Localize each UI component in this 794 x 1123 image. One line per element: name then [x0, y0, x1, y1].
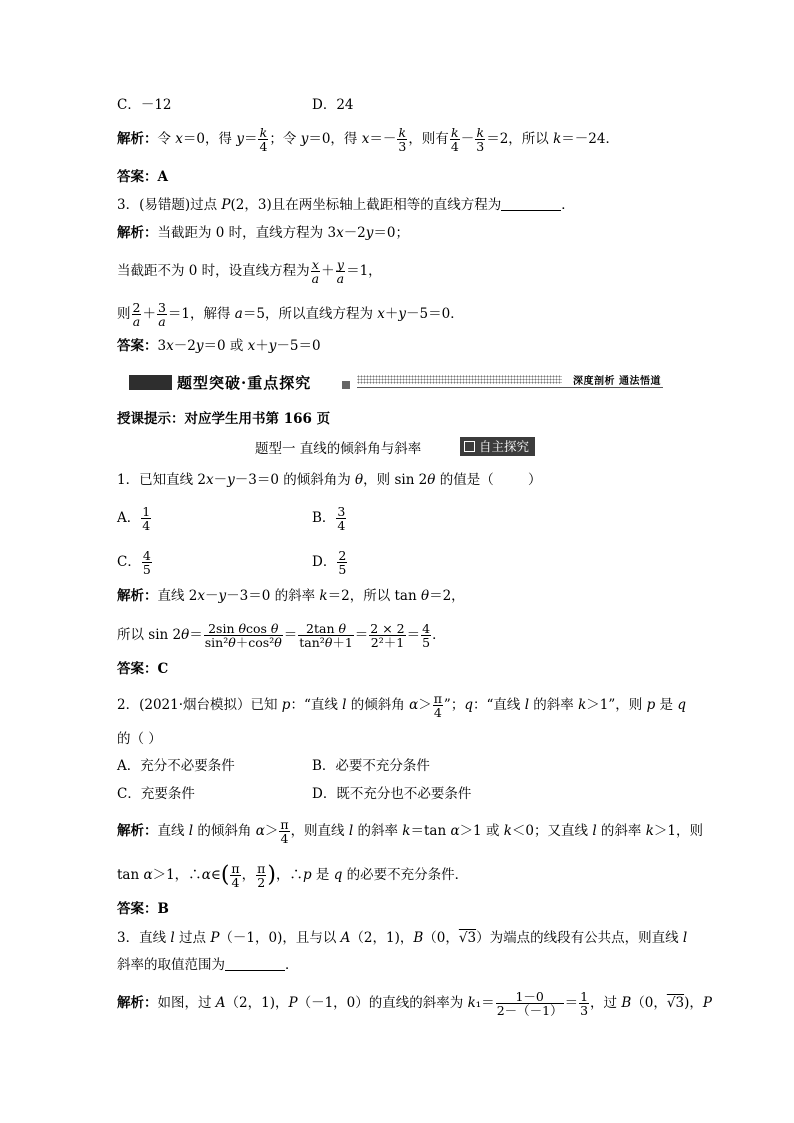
option-c-prev: C．－12	[117, 97, 172, 113]
solution-2-line1: 解析：直线 l 的倾斜角 α＞ $\frac{\pi}{4}$ ，则直线 l 的斜率 k＝tan α＞1 或 k＜0；又直线 l 的斜率 k＞1，则	[117, 817, 704, 846]
solution-3a-line1: 解析：当截距为 0 时，直线方程为 3x－2y＝0；	[117, 225, 410, 241]
question-3-line2: 斜率的取值范围为 ．	[117, 957, 299, 973]
option-2b: B．必要不充分条件	[312, 758, 430, 774]
banner-subtitle: 深度剖析 通法悟道	[573, 376, 661, 387]
solution-3-line1: 解析：如图，过 A（2，1)，P（－1，0）的直线的斜率为 k₁＝ $\frac{1-0}{2-(-1)}$ ＝ $\frac{1}{3}$ ，过 B（0，√3)，P	[117, 989, 712, 1018]
teaching-hint: 授课提示：对应学生用书第 166 页	[117, 411, 331, 427]
answer-a: 答案：A	[117, 169, 168, 185]
answer-c: 答案：C	[117, 661, 169, 677]
solution-1-line1: 解析：直线 2x－y－3＝0 的斜率 k＝2，所以 tan θ＝2，	[117, 588, 465, 604]
option-d-prev: D．24	[312, 97, 354, 113]
solution-1-line2: 所以 sin 2θ＝ $\frac{\text{2sin θcos θ}}{\text{sin²θ＋cos²θ}}$ ＝ $\frac{\text{2tan θ}}{\text{tan²θ＋1}}$ ＝ $\frac{2 \times 2}{\text{2²＋1}}$ ＝ $\frac{4}{5}$ ．	[117, 621, 446, 650]
banner-rule	[357, 387, 663, 388]
tag-icon	[464, 441, 475, 452]
option-2c: C．充要条件	[117, 786, 195, 802]
option-2a: A．充分不必要条件	[117, 758, 235, 774]
question-3-line1: 3．直线 l 过点 P（－1，0)，且与以 A（2，1)，B（0，√3）为端点的线段有公共点，则直线 l	[117, 930, 688, 946]
solution-line-1: 解析：令 x＝0，得 y＝ $\frac{k}{4}$ ；令 y＝0，得 x＝－ $\frac{k}{3}$ ，则有 $\frac{k}{4}$ － $\frac{k}{3}$ ＝2，所以 k＝－24．	[117, 125, 619, 154]
question-2-line2: 的（ ）	[117, 731, 162, 747]
question-3a: 3．(易错题)过点 P(2，3)且在两坐标轴上截距相等的直线方程为 ．	[117, 197, 575, 213]
section-banner	[129, 372, 663, 392]
option-2d: D．既不充分也不必要条件	[312, 786, 472, 802]
option-a: A． $\frac{1}{4}$	[117, 504, 151, 533]
topic-heading: 题型一 直线的倾斜角与斜率	[255, 441, 422, 457]
option-d: D． $\frac{2}{5}$	[312, 548, 347, 577]
banner-block	[129, 375, 172, 390]
answer-b: 答案：B	[117, 901, 169, 917]
banner-dots	[357, 375, 562, 384]
solution-3a-line3: 则 $\frac{2}{a}$ ＋ $\frac{3}{a}$ ＝1，解得 a＝5，所以直线方程为 x＋y－5＝0．	[117, 300, 464, 329]
question-2-line1: 2．(2021·烟台模拟）已知 p：“直线 l 的倾斜角 α＞ $\frac{\pi}{4}$ ”；q：“直线 l 的斜率 k＞1”，则 p 是 q	[117, 691, 686, 720]
option-c: C． $\frac{4}{5}$	[117, 548, 151, 577]
answer-3a: 答案：3x－2y＝0 或 x＋y－5＝0	[117, 338, 321, 354]
banner-square	[342, 381, 350, 389]
option-b: B． $\frac{3}{4}$	[312, 504, 346, 533]
self-explore-tag: 自主探究	[460, 437, 535, 456]
solution-2-line2: tan α＞1，∴α∈( $\frac{\pi}{4}$ ， $\frac{\pi}{2}$ )，∴p 是 q 的必要不充分条件．	[117, 861, 469, 890]
question-1: 1．已知直线 2x－y－3＝0 的倾斜角为 θ，则 sin 2θ 的值是（ ）	[117, 472, 542, 488]
banner-title: 题型突破·重点探究	[177, 374, 312, 392]
solution-3a-line2: 当截距不为 0 时，设直线方程为 $\frac{x}{a}$ ＋ $\frac{y}{a}$ ＝1，	[117, 257, 382, 286]
